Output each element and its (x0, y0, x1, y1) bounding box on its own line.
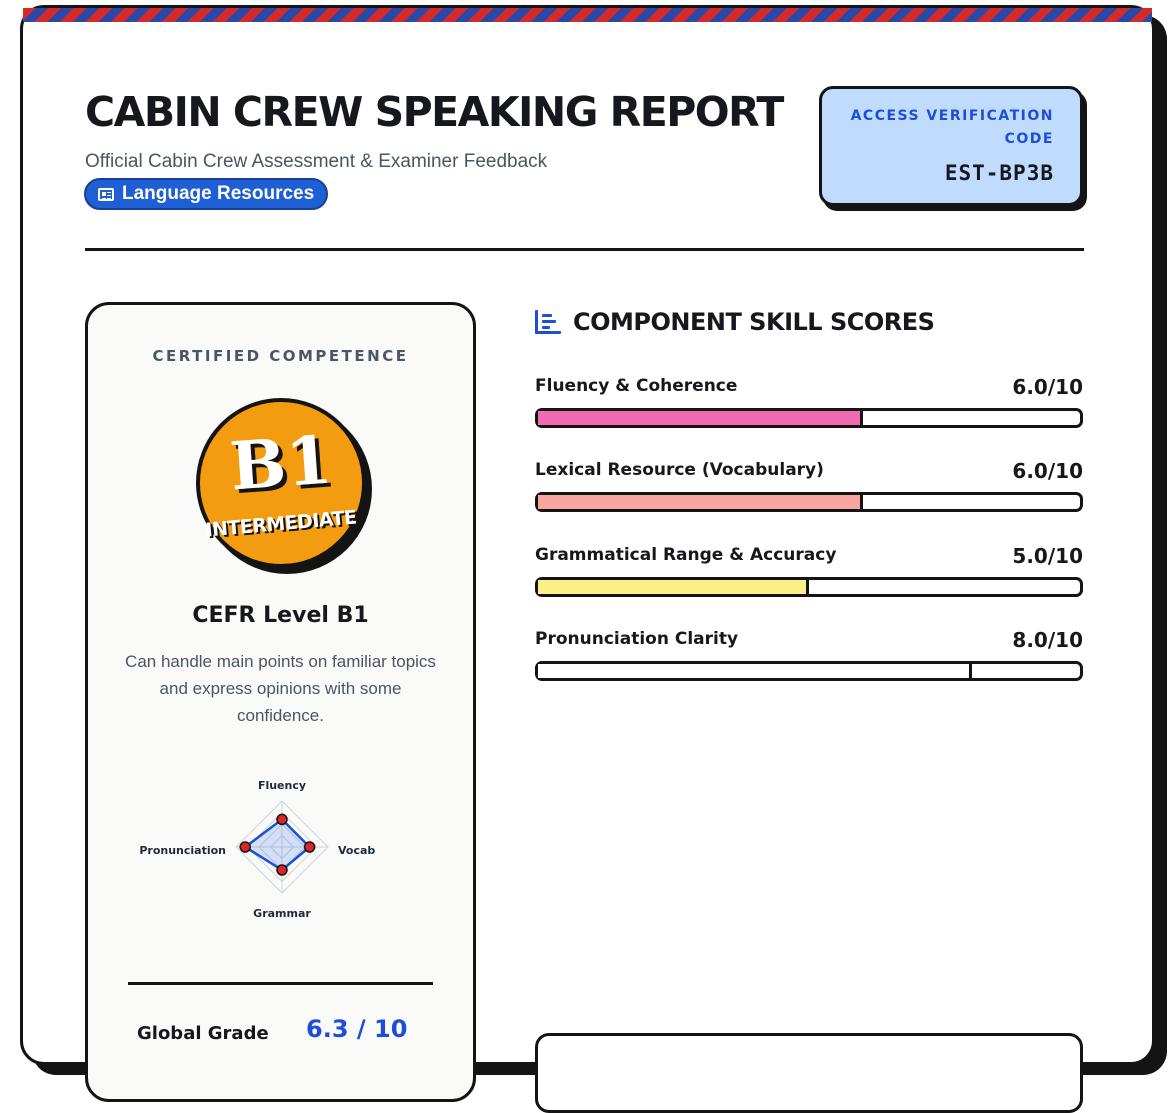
skill-name: Fluency & Coherence (535, 376, 738, 396)
airmail-stripe (23, 8, 1152, 22)
cefr-level-title: CEFR Level B1 (192, 603, 369, 628)
skill-name: Grammatical Range & Accuracy (535, 545, 837, 565)
feedback-panel (535, 1033, 1083, 1113)
radar-data-shape (245, 819, 309, 870)
radar-axis-label-pronunciation: Pronunciation (139, 844, 226, 857)
report-sheet (20, 5, 1155, 1065)
skill-progress-fill (538, 495, 863, 509)
access-code-value[interactable]: EST-BP3B (944, 161, 1054, 185)
skill-progress-bar (535, 492, 1083, 512)
level-badge (196, 398, 366, 568)
header-divider (85, 248, 1084, 251)
skill-score: 6.0/10 (1012, 375, 1083, 399)
badge-level-text: B1 (227, 420, 335, 506)
grade-divider (128, 982, 433, 985)
badge-ribbon-text: INTERMEDIATE (204, 506, 358, 542)
global-grade-label: Global Grade (137, 1023, 269, 1044)
skill-score: 6.0/10 (1012, 459, 1083, 483)
skill-score: 5.0/10 (1012, 544, 1083, 568)
skill-score: 8.0/10 (1012, 628, 1083, 652)
skills-radar-chart (139, 775, 384, 925)
global-grade-value: 6.3 / 10 (306, 1015, 408, 1043)
radar-axis-label-grammar: Grammar (253, 907, 311, 920)
certified-competence-label: CERTIFIED COMPETENCE (152, 347, 409, 365)
skill-name: Pronunciation Clarity (535, 629, 739, 649)
radar-axis-label-vocab: Vocab (338, 844, 376, 857)
cefr-level-description: Can handle main points on familiar topics and express opinions with some confidence. (125, 652, 436, 725)
skill-name: Lexical Resource (Vocabulary) (535, 460, 824, 480)
newspaper-icon (98, 188, 114, 201)
skills-heading-title: COMPONENT SKILL SCORES (573, 308, 935, 336)
language-resources-button[interactable] (84, 178, 328, 210)
radar-point-pronunciation (240, 842, 250, 852)
skill-progress-fill (538, 580, 809, 594)
language-resources-label: Language Resources (122, 183, 315, 204)
skill-progress-bar (535, 577, 1083, 597)
page-title: CABIN CREW SPEAKING REPORT (85, 88, 783, 136)
radar-point-grammar (277, 865, 287, 875)
skill-progress-fill (538, 664, 972, 678)
skill-progress-bar (535, 408, 1083, 428)
page-subtitle: Official Cabin Crew Assessment & Examiner Feedback (85, 151, 548, 172)
radar-axis-label-fluency: Fluency (257, 779, 307, 792)
skills-heading (535, 308, 934, 336)
certificate-card (85, 302, 476, 1102)
skill-progress-bar (535, 661, 1083, 681)
radar-point-vocab (305, 842, 315, 852)
access-code-label: ACCESS VERIFICATION CODE (850, 108, 1054, 147)
skill-progress-fill (538, 411, 863, 425)
access-code-card (819, 86, 1083, 206)
bar-chart-icon (535, 310, 561, 334)
radar-point-fluency (277, 814, 287, 824)
